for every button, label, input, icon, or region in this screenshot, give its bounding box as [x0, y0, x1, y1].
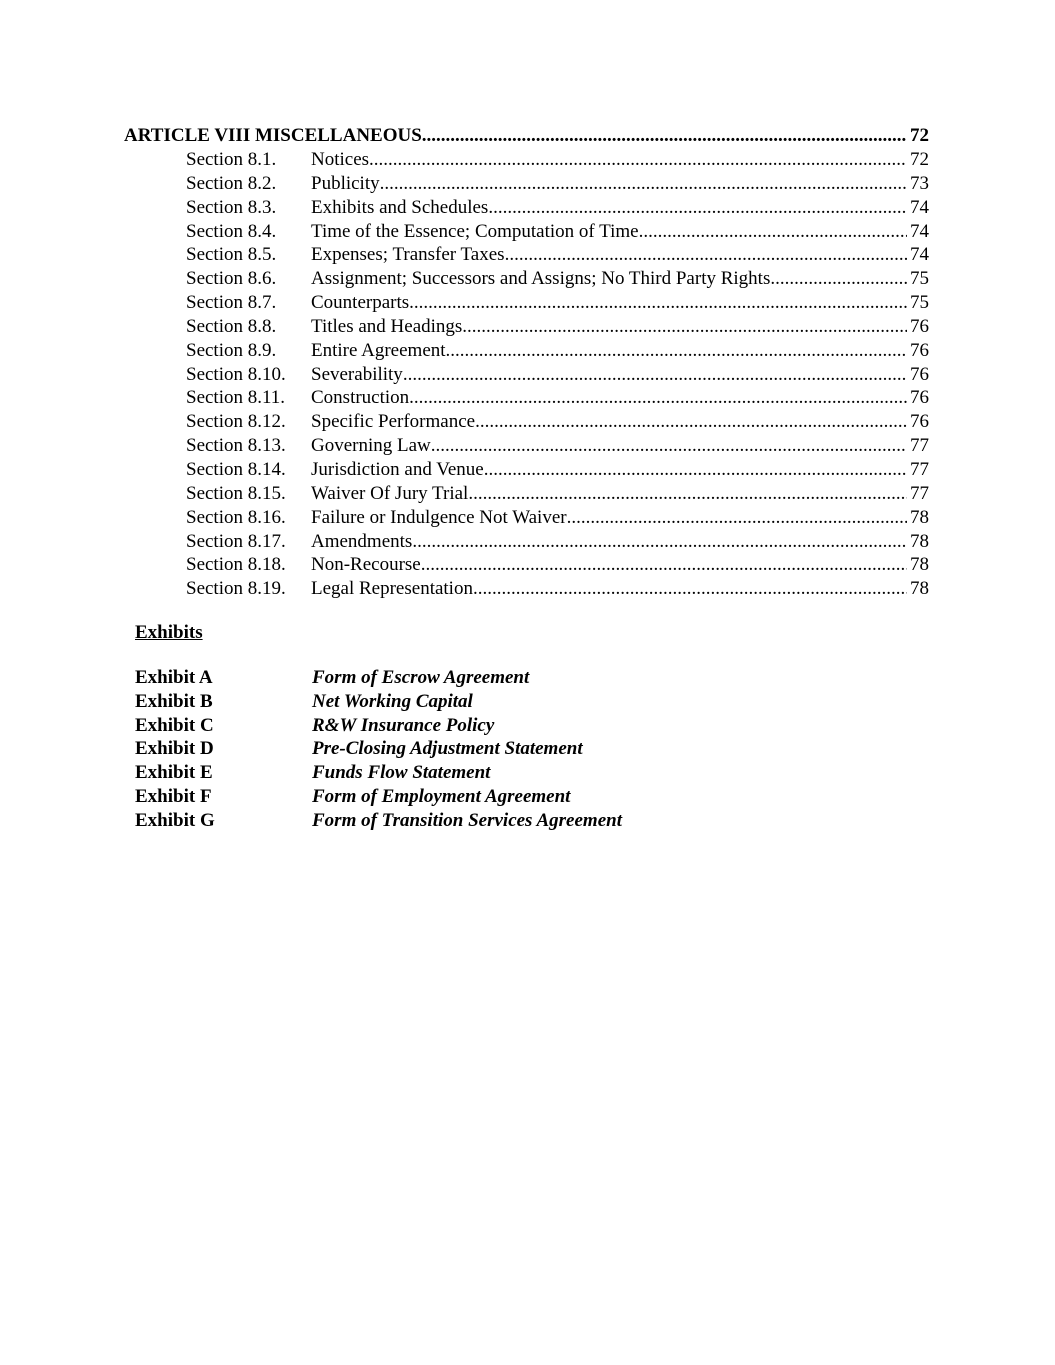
dot-leader [380, 172, 907, 196]
exhibit-entry [135, 737, 622, 761]
section-number: Section 8.19. [186, 578, 286, 600]
section-number: Section 8.2. [186, 172, 277, 194]
section-title: Counterparts [311, 292, 410, 314]
dot-leader [567, 506, 907, 530]
section-title: Publicity [311, 172, 380, 194]
exhibit-entry [135, 690, 622, 714]
section-number: Section 8.13. [186, 435, 286, 457]
dot-leader [369, 148, 907, 172]
dot-leader [488, 196, 907, 220]
section-title: Amendments [311, 530, 413, 552]
exhibits-heading: Exhibits [135, 622, 203, 643]
section-number: Section 8.17. [186, 530, 286, 552]
exhibit-label: Exhibit A [135, 667, 213, 688]
toc-section-entry[interactable] [186, 172, 929, 196]
section-page-number: 75 [910, 268, 929, 290]
article-page-number: 72 [910, 125, 929, 146]
toc-section-entry[interactable] [186, 530, 929, 554]
section-page-number: 77 [910, 458, 929, 480]
section-number: Section 8.1. [186, 149, 277, 170]
toc-section-entry[interactable] [186, 363, 929, 387]
toc-section-entry[interactable] [186, 553, 929, 577]
exhibit-label: Exhibit B [135, 690, 213, 712]
exhibit-title: Pre-Closing Adjustment Statement [312, 738, 583, 760]
exhibit-label: Exhibit F [135, 785, 212, 807]
dot-leader [409, 386, 907, 410]
section-page-number: 78 [910, 578, 929, 600]
exhibit-entry [135, 809, 622, 833]
dot-leader [403, 363, 907, 387]
toc-section-entry[interactable] [186, 506, 929, 530]
exhibit-label: Exhibit G [135, 809, 215, 831]
dot-leader [431, 434, 907, 458]
exhibit-entry [135, 714, 622, 738]
section-number: Section 8.8. [186, 315, 277, 337]
section-page-number: 74 [910, 196, 929, 218]
section-title: Expenses; Transfer Taxes [311, 244, 505, 266]
section-number: Section 8.11. [186, 387, 286, 409]
section-number: Section 8.6. [186, 268, 277, 290]
section-title: Exhibits and Schedules [311, 196, 489, 218]
section-page-number: 77 [910, 482, 929, 504]
section-page-number: 76 [910, 411, 929, 433]
section-list [186, 148, 929, 601]
toc-section-entry[interactable] [186, 196, 929, 220]
exhibit-entry [135, 785, 622, 809]
toc-section-entry[interactable] [186, 315, 929, 339]
section-page-number: 74 [910, 220, 929, 242]
toc-article-entry[interactable] [124, 124, 929, 148]
article-title: ARTICLE VIII MISCELLANEOUS [124, 125, 422, 146]
section-number: Section 8.3. [186, 196, 277, 218]
toc-section-entry[interactable] [186, 410, 929, 434]
section-page-number: 76 [910, 363, 929, 385]
section-number: Section 8.14. [186, 458, 286, 480]
toc-section-entry[interactable] [186, 458, 929, 482]
section-title: Governing Law [311, 435, 431, 457]
section-number: Section 8.7. [186, 292, 277, 314]
section-number: Section 8.5. [186, 244, 277, 266]
toc-section-entry[interactable] [186, 386, 929, 410]
section-page-number: 75 [910, 292, 929, 314]
dot-leader [422, 124, 907, 148]
section-title: Notices [311, 149, 370, 170]
section-page-number: 76 [910, 387, 929, 409]
dot-leader [473, 577, 907, 601]
dot-leader [639, 220, 907, 244]
exhibit-entry [135, 761, 622, 785]
toc-section-entry[interactable] [186, 267, 929, 291]
toc-section-entry[interactable] [186, 220, 929, 244]
toc-section-entry[interactable] [186, 148, 929, 172]
section-title: Non-Recourse [311, 554, 421, 576]
section-number: Section 8.12. [186, 411, 286, 433]
section-title: Waiver Of Jury Trial [311, 482, 469, 504]
toc-section-entry[interactable] [186, 339, 929, 363]
dot-leader [409, 291, 907, 315]
exhibit-list [135, 666, 622, 833]
dot-leader [462, 315, 907, 339]
exhibit-title: Form of Transition Services Agreement [312, 809, 622, 831]
exhibit-label: Exhibit C [135, 714, 214, 736]
section-number: Section 8.10. [186, 363, 286, 385]
toc-section-entry[interactable] [186, 482, 929, 506]
section-page-number: 76 [910, 339, 929, 361]
section-number: Section 8.18. [186, 554, 286, 576]
dot-leader [505, 243, 907, 267]
dot-leader [412, 530, 907, 554]
section-page-number: 76 [910, 315, 929, 337]
section-number: Section 8.9. [186, 339, 277, 361]
exhibit-title: Funds Flow Statement [312, 762, 491, 784]
section-page-number: 78 [910, 530, 929, 552]
dot-leader [484, 458, 907, 482]
section-number: Section 8.15. [186, 482, 286, 504]
section-page-number: 72 [910, 149, 929, 170]
section-number: Section 8.4. [186, 220, 277, 242]
section-title: Entire Agreement [311, 339, 446, 361]
section-title: Failure or Indulgence Not Waiver [311, 506, 567, 528]
dot-leader [475, 410, 907, 434]
dot-leader [421, 553, 907, 577]
toc-section-entry[interactable] [186, 291, 929, 315]
section-title: Time of the Essence; Computation of Time [311, 220, 639, 242]
dot-leader [446, 339, 907, 363]
exhibit-title: R&W Insurance Policy [312, 714, 495, 736]
exhibit-entry [135, 666, 622, 690]
section-title: Specific Performance [311, 411, 476, 433]
toc-section-entry[interactable] [186, 434, 929, 458]
section-page-number: 78 [910, 506, 929, 528]
section-page-number: 74 [910, 244, 929, 266]
section-title: Jurisdiction and Venue [311, 458, 484, 480]
exhibit-title: Form of Employment Agreement [312, 785, 571, 807]
exhibit-label: Exhibit D [135, 738, 214, 760]
dot-leader [468, 482, 907, 506]
section-title: Titles and Headings [311, 315, 463, 337]
section-number: Section 8.16. [186, 506, 286, 528]
dot-leader [770, 267, 907, 291]
section-page-number: 78 [910, 554, 929, 576]
exhibit-title: Net Working Capital [312, 690, 473, 712]
section-page-number: 77 [910, 435, 929, 457]
exhibit-label: Exhibit E [135, 762, 213, 784]
section-title: Construction [311, 387, 410, 409]
toc-section-entry[interactable] [186, 243, 929, 267]
section-title: Legal Representation [311, 578, 473, 600]
exhibit-title: Form of Escrow Agreement [312, 667, 530, 688]
section-title: Severability [311, 363, 403, 385]
section-title: Assignment; Successors and Assigns; No Third Party Rights [311, 268, 771, 290]
section-page-number: 73 [910, 172, 929, 194]
toc-section-entry[interactable] [186, 577, 929, 601]
